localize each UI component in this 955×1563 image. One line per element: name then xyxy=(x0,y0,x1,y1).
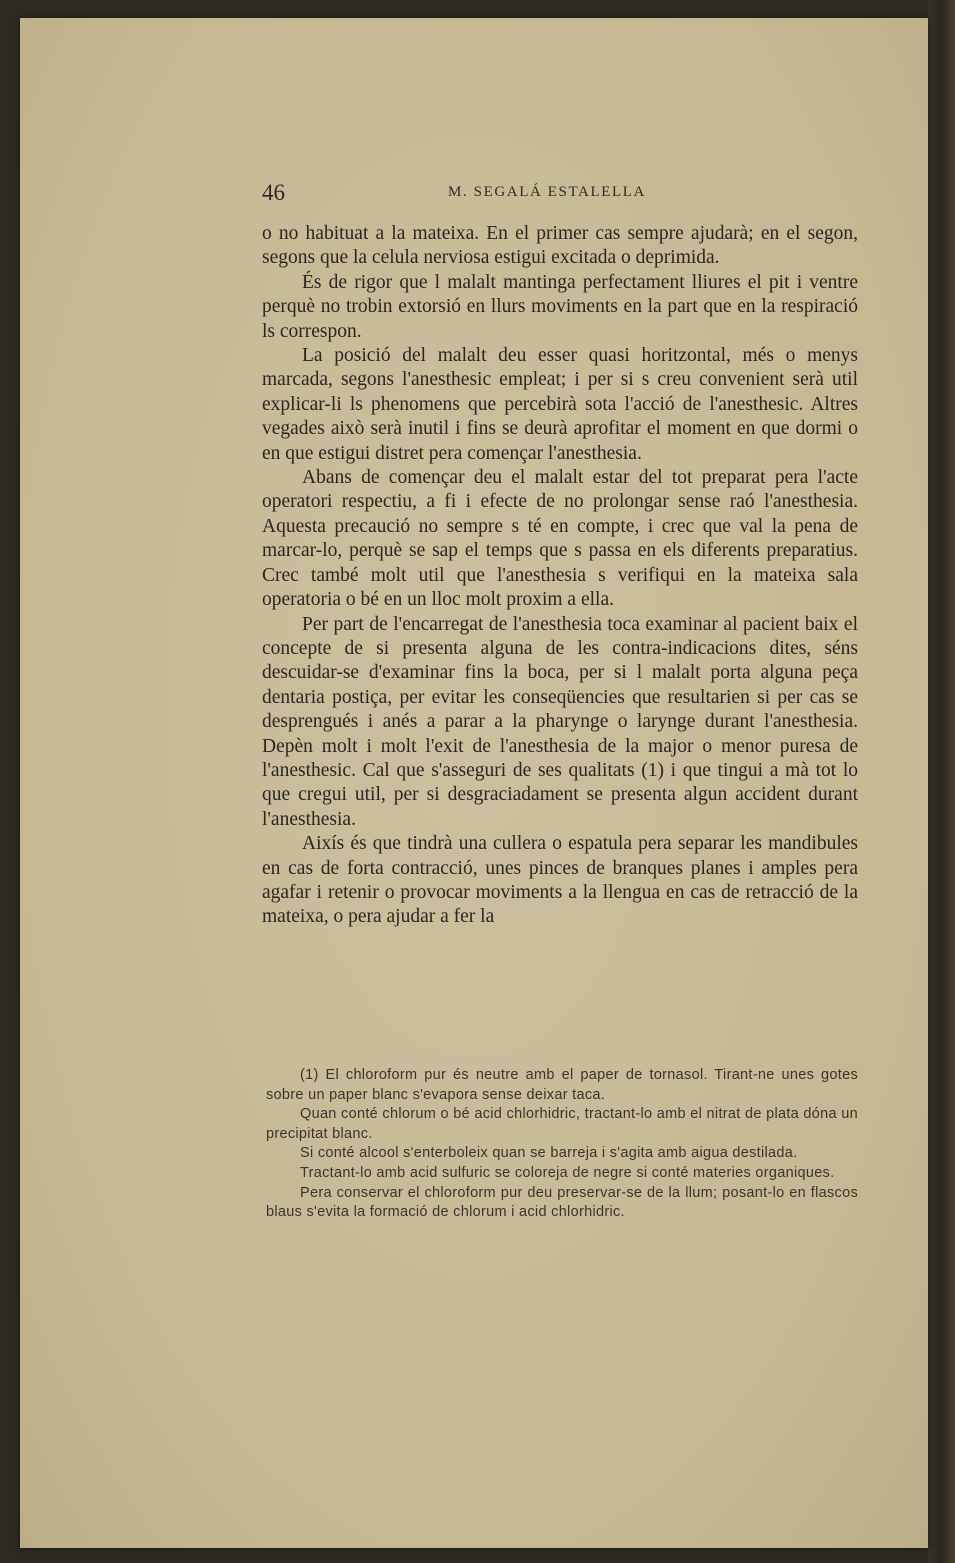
footnote: (1) El chloroform pur és neutre amb el paper de tornasol. Tirant-ne unes gotes sobre un paper blanc s'evapora sense deixar taca. xyxy=(266,1067,858,1103)
footnote: Quan conté chlorum o bé acid chlorhidric, tractant-lo amb el nitrat de plata dóna un precipitat blanc. xyxy=(266,1106,858,1142)
footnote: Si conté alcool s'enterboleix quan se barreja i s'agita amb aigua destilada. xyxy=(300,1145,798,1162)
paragraph: Abans de començar deu el malalt estar del tot preparat pera l'acte operatori respectiu, a fi i efecte de no prolongar sense raó l'anesthesia. Aquesta precaució no sempre s té en compte, i crec que val la pena de marcar-lo, perquè se sap el temps que s passa en els diferents preparatius. Crec també molt util que l'anesthesia s verifiqui en la mateixa sala operatoria o bé en un lloc molt proxim a ella. xyxy=(262,467,858,611)
page-number: 46 xyxy=(262,180,285,205)
paragraph: La posició del malalt deu esser quasi horitzontal, més o menys marcada, segons l'anesthesic empleat; i per si s creu convenient serà util explicar-li ls phenomens que percebirà sota l'acció de l'anesthesic. Altres vegades això serà inutil i fins se deurà aprofitar el moment en que dormi o en que estigui distret pera començar l'anesthesia. xyxy=(262,345,858,464)
paragraph: o no habituat a la mateixa. En el primer cas sempre ajudarà; en el segon, segons que la celula nerviosa estigui excitada o deprimida. xyxy=(262,223,858,269)
footnotes xyxy=(266,1066,858,1223)
footnote: Tractant-lo amb acid sulfuric se coloreja de negre si conté materies organiques. xyxy=(300,1164,835,1181)
footnote: Pera conservar el chloroform pur deu preservar-se de la llum; posant-lo en flascos blaus s'evita la formació de chlorum i acid chlorhidric. xyxy=(266,1184,858,1221)
paragraph: És de rigor que l malalt mantinga perfectament lliures el pit i ventre perquè no trobin extorsió en llurs moviments en la part que en la respiració ls correspon. xyxy=(262,271,858,342)
book-edge xyxy=(928,0,955,1563)
body-text xyxy=(262,222,858,930)
paragraph: Aixís és que tindrà una cullera o espatula pera separar les mandibules en cas de forta contracció, unes pinces de branques planes i amples pera agafar i retenir o provocar moviments a la llengua en cas de retracció de la mateixa, o pera ajudar a fer la xyxy=(262,833,858,928)
paragraph: Per part de l'encarregat de l'anesthesia toca examinar al pacient baix el concepte de si presenta alguna de les contra-indicacions dites, séns descuidar-se d'examinar fins la boca, per si l malalt porta alguna peça dentaria postiça, per evitar les conseqüencies que resultarien si per cas se desprengués i anés a parar a la pharynge o larynge durant l'anesthesia. Depèn molt i molt l'exit de l'anesthesia de la major o menor puresa de l'anesthesic. Cal que s'asseguri de ses qualitats (1) i que tingui a mà tot lo que cregui util, per si desgraciadament se presenta algun accident durant l'anesthesia. xyxy=(262,613,858,830)
running-head: M. SEGALÁ ESTALELLA xyxy=(448,184,646,200)
page-header xyxy=(262,180,862,210)
